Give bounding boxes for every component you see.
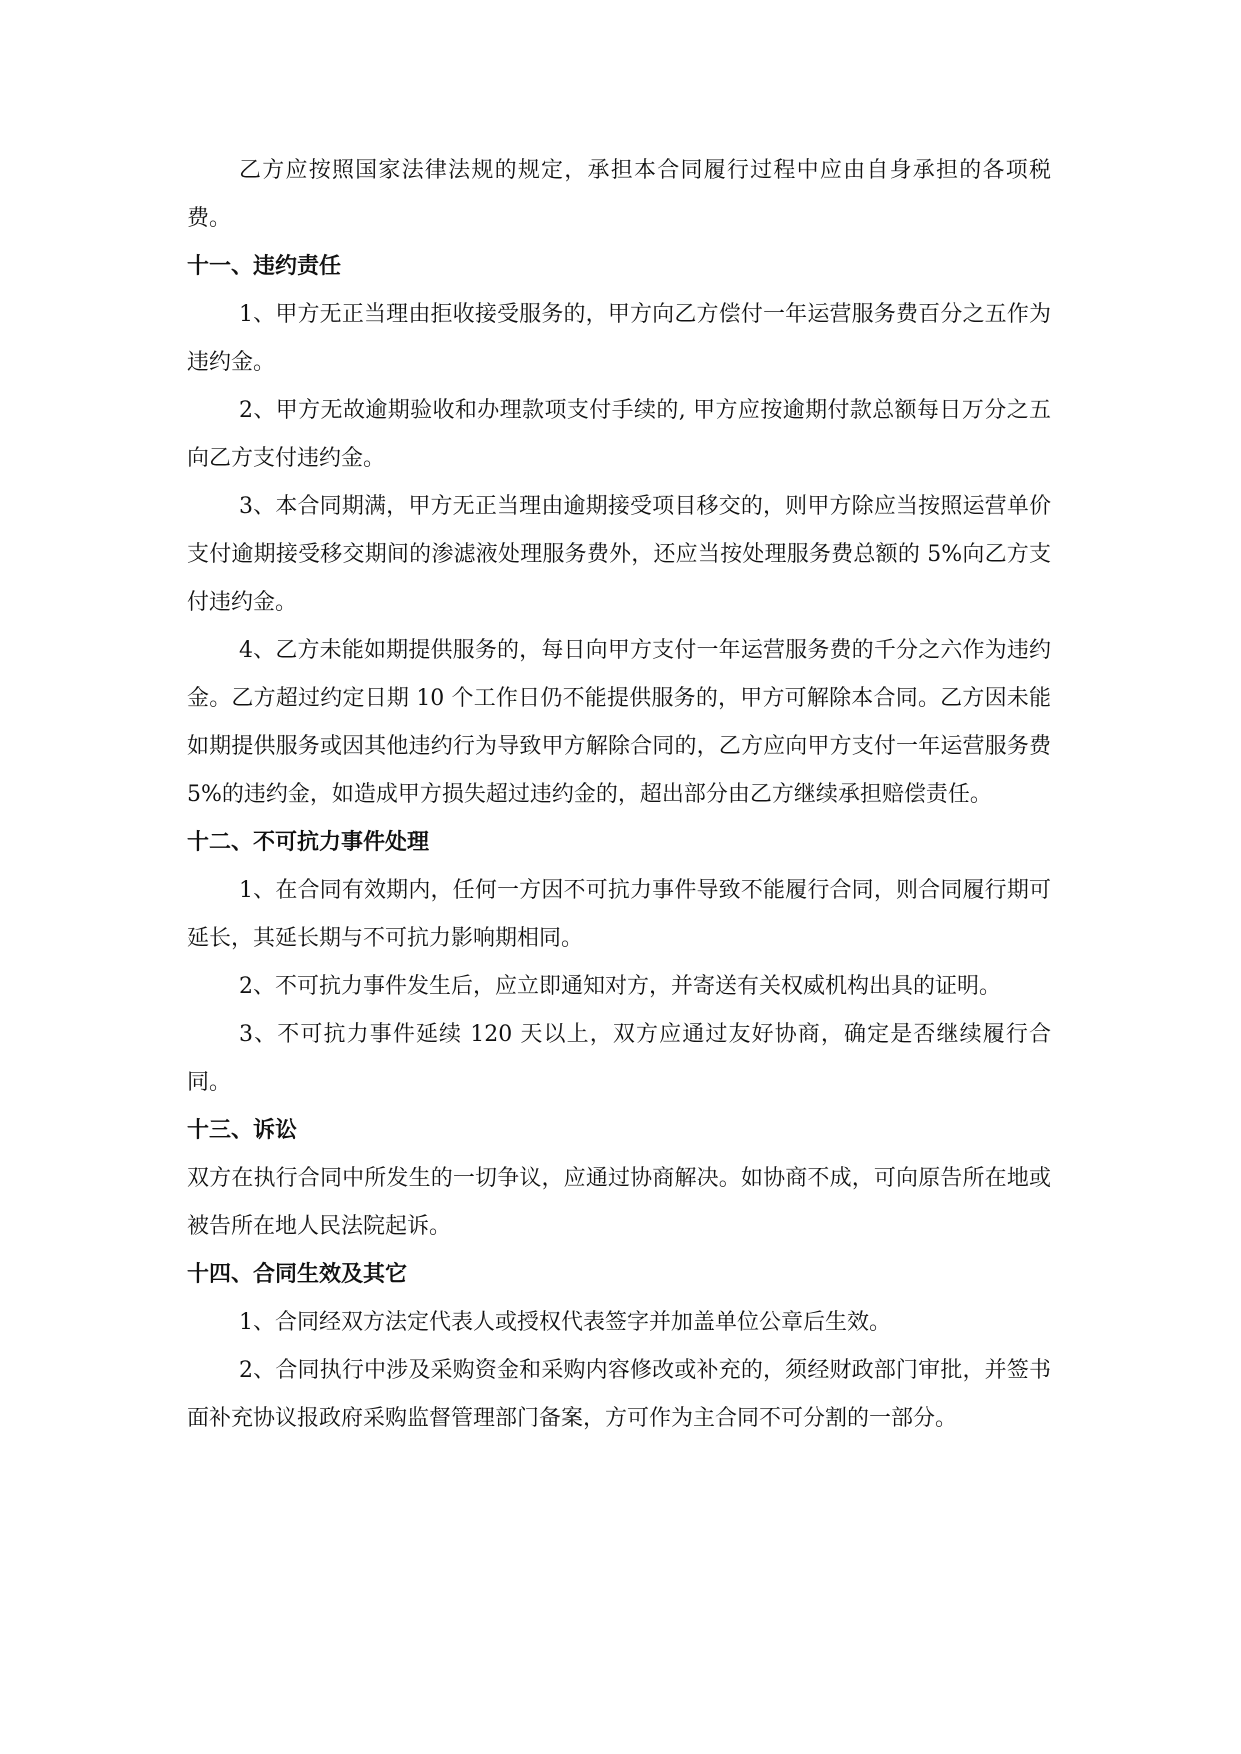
breach-clause-2: 2、甲方无故逾期验收和办理款项支付手续的, 甲方应按逾期付款总额每日万分之五向乙方支付违约金。 <box>187 398 1051 471</box>
effectiveness-clause-1: 1、合同经双方法定代表人或授权代表签字并加盖单位公章后生效。 <box>239 1310 891 1335</box>
breach-clause-4: 4、乙方未能如期提供服务的，每日向甲方支付一年运营服务费的千分之六作为违约金。乙方超过约定日期 10 个工作日仍不能提供服务的，甲方可解除本合同。乙方因未能如期提供服务或因其他违约行为导致甲方解除合同的，乙方应向甲方支付一年运营服务费 5%的违约金，如造成甲方损失超过违约金的，超出部分由乙方继续承担赔偿责任。 <box>187 638 1051 807</box>
section-heading-force-majeure: 十二、不可抗力事件处理 <box>187 830 430 855</box>
force-majeure-clause-1: 1、在合同有效期内，任何一方因不可抗力事件导致不能履行合同，则合同履行期可延长，其延长期与不可抗力影响期相同。 <box>187 878 1051 951</box>
section-heading-effectiveness: 十四、合同生效及其它 <box>187 1262 408 1287</box>
document-page <box>187 147 1051 1443</box>
litigation-clause: 双方在执行合同中所发生的一切争议，应通过协商解决。如协商不成，可向原告所在地或被告所在地人民法院起诉。 <box>187 1166 1051 1239</box>
force-majeure-clause-3: 3、不可抗力事件延续 120 天以上，双方应通过友好协商，确定是否继续履行合同。 <box>187 1022 1051 1095</box>
section-heading-litigation: 十三、诉讼 <box>187 1118 298 1143</box>
breach-clause-1: 1、甲方无正当理由拒收接受服务的，甲方向乙方偿付一年运营服务费百分之五作为违约金。 <box>187 302 1051 375</box>
effectiveness-clause-2: 2、合同执行中涉及采购资金和采购内容修改或补充的，须经财政部门审批，并签书面补充协议报政府采购监督管理部门备案，方可作为主合同不可分割的一部分。 <box>187 1358 1051 1431</box>
section-heading-breach: 十一、违约责任 <box>187 254 342 279</box>
breach-clause-3: 3、本合同期满，甲方无正当理由逾期接受项目移交的，则甲方除应当按照运营单价支付逾期接受移交期间的渗滤液处理服务费外，还应当按处理服务费总额的 5%向乙方支付违约金。 <box>187 494 1051 615</box>
intro-paragraph: 乙方应按照国家法律法规的规定，承担本合同履行过程中应由自身承担的各项税费。 <box>187 158 1051 231</box>
force-majeure-clause-2: 2、不可抗力事件发生后，应立即通知对方，并寄送有关权威机构出具的证明。 <box>239 974 1001 999</box>
